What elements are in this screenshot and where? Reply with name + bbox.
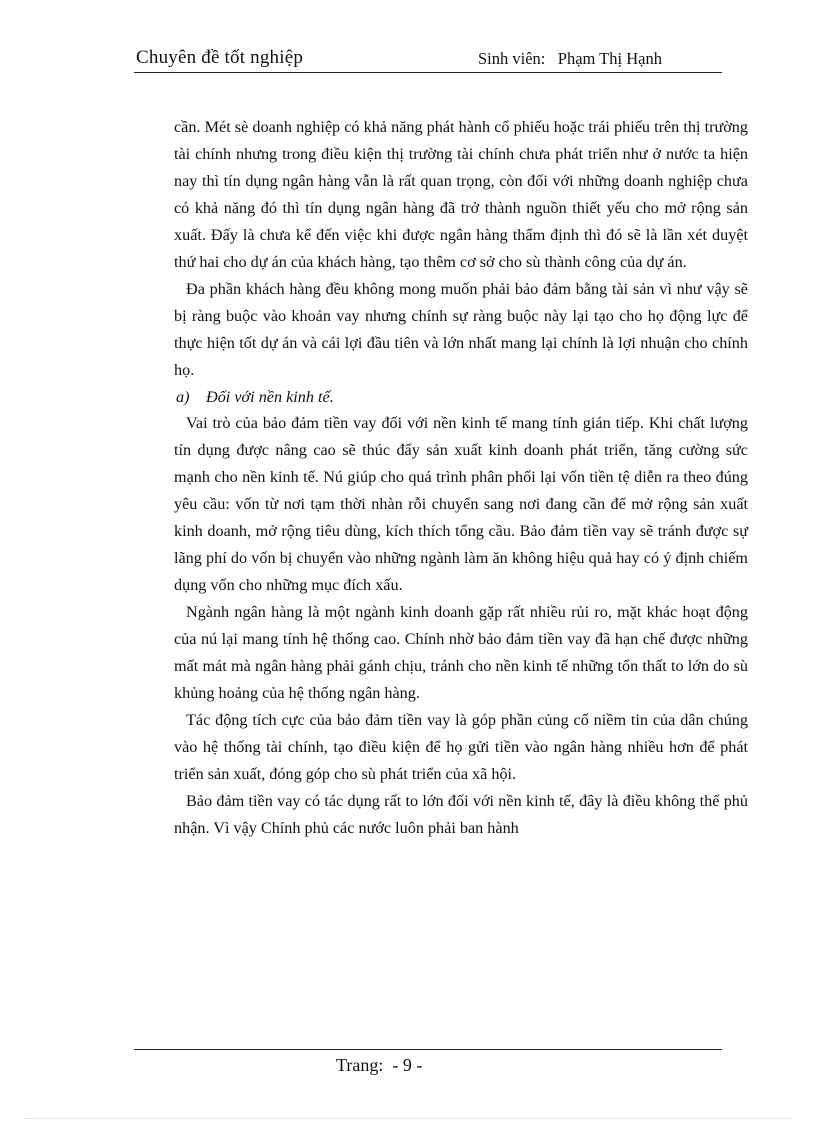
paragraph: Đa phần khách hàng đều không mong muốn phải bảo đảm bằng tài sản vì như vậy sẽ bị ràng buộc vào khoản vay nhưng chính sự ràng buộc này lại tạo cho họ động lực để thực hiện tốt dự án và cái lợi đầu tiên và lớn nhất mang lại chính là lợi nhuận cho chính họ. [174,279,748,379]
page-number: - 9 - [392,1055,423,1075]
body-text [174,114,748,842]
page-header [134,46,722,73]
student-info [478,49,662,69]
student-name: Phạm Thị Hạnh [557,49,662,68]
paragraph: Bảo đảm tiền vay có tác dụng rất to lớn đối với nền kinh tế, đây là điều không thể phủ nhận. Vì vậy Chính phủ các nước luôn phải ban hành [174,791,748,837]
paragraph: cần. Mét sè doanh nghiệp có khả năng phát hành cổ phiếu hoặc trái phiếu trên thị trường tài chính nhưng trong điều kiện thị trường tài chính chưa phát triển như ở nước ta hiện nay thì tín dụng ngân hàng vẫn là rất quan trọng, còn đối với những doanh nghiệp chưa có khả năng đó thì tín dụng ngân hàng đã trở thành nguồn thiết yếu cho mở rộng sản xuất. Đấy là chưa kể đến việc khi được ngân hàng thẩm định thì đó sẽ là lần xét duyệt thứ hai cho dự án của khách hàng, tạo thêm cơ sở cho sù thành công của dự án. [174,118,748,271]
student-label: Sinh viên: [478,49,546,68]
paragraph: Vai trò của bảo đảm tiền vay đối với nền kinh tế mang tính gián tiếp. Khi chất lượng tín dụng được nâng cao sẽ thúc đẩy sản xuất kinh doanh phát triển, tăng cường sức mạnh cho nền kinh tế. Nú giúp cho quá trình phân phối lại vốn tiền tệ diễn ra theo đúng yêu cầu: vốn từ nơi tạm thời nhàn rỗi chuyển sang nơi đang cần để mở rộng sản xuất kinh doanh, mở rộng tiêu dùng, kích thích tổng cầu. Bảo đảm tiền vay sẽ tránh được sự lãng phí do vốn bị chuyển vào những ngành làm ăn không hiệu quả hay có ý định chiếm dụng vốn cho những mục đích xấu. [174,414,748,595]
page-bottom-dotted-line [24,1118,794,1119]
page-label: Trang: [336,1055,384,1075]
thesis-title: Chuyên đề tốt nghiệp [136,47,304,68]
subheading-marker: a) [176,387,190,406]
footer-divider [134,1049,722,1050]
paragraph: Tác động tích cực của bảo đảm tiền vay là góp phần củng cố niềm tin của dân chúng vào hệ thống tài chính, tạo điều kiện để họ gửi tiền vào ngân hàng nhiều hơn để phát triển sản xuất, đóng góp cho sù phát triển của xã hội. [174,710,748,783]
subheading-text: Đối với nền kinh tế. [206,387,334,406]
section-subheading [174,384,748,411]
page-footer [336,1055,422,1076]
paragraph: Ngành ngân hàng là một ngành kinh doanh gặp rất nhiều rủi ro, mặt khác hoạt động của nú lại mang tính hệ thống cao. Chính nhờ bảo đảm tiền vay đã hạn chế được những mất mát mà ngân hàng phải gánh chịu, tránh cho nền kinh tế những tổn thất to lớn do sù khủng hoảng của hệ thống ngân hàng. [174,603,748,703]
